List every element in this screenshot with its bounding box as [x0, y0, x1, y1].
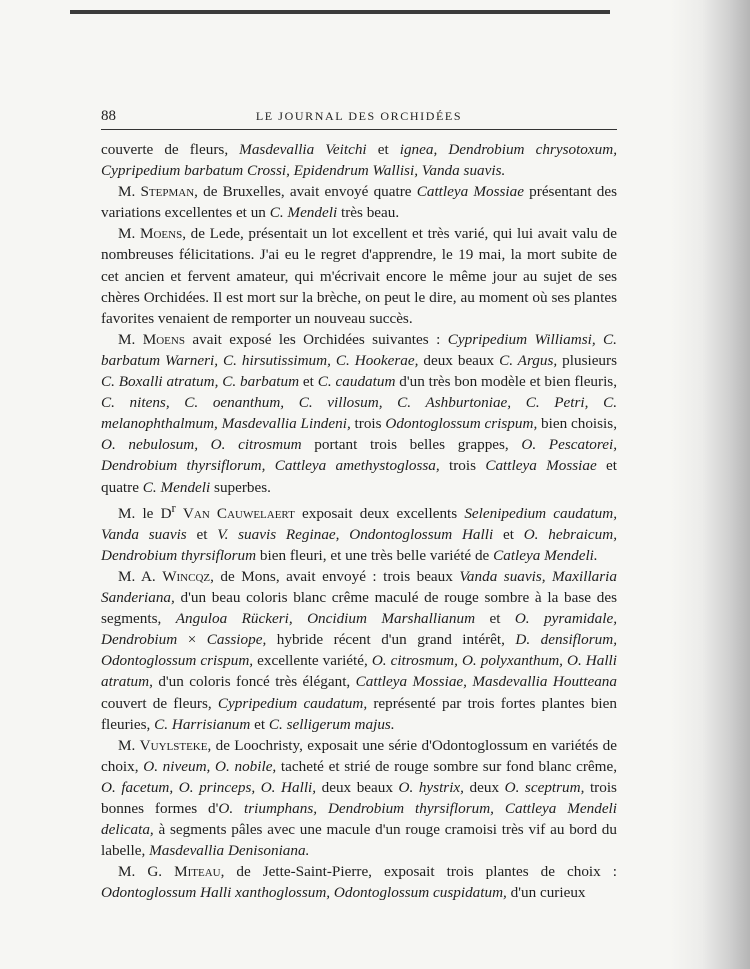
italic-run: C. Harrisianum	[154, 715, 251, 733]
text-run: M. A.	[118, 567, 163, 585]
text-run: et	[493, 525, 524, 543]
text-run: trois	[439, 457, 486, 475]
italic-run: C. Mendeli	[142, 478, 211, 496]
text-run	[176, 505, 183, 522]
text-run: trois bonnes formes d'	[101, 778, 617, 817]
text-run: et	[475, 610, 515, 628]
italic-run: Cypripedium caudatum,	[217, 694, 368, 712]
italic-run: C. selligerum majus.	[268, 715, 395, 733]
paragraph	[101, 223, 617, 328]
paragraph	[101, 329, 617, 498]
text-run: , de Bruxelles, avait envoyé quatre	[194, 183, 417, 201]
page-number: 88	[101, 108, 116, 124]
text-run: excellente variété,	[253, 652, 372, 670]
italic-run: O. hystrix,	[398, 778, 464, 796]
paragraph	[101, 498, 617, 566]
italic-run: O. hebraicum, Dendrobium thyrsiflorum	[101, 525, 617, 564]
text-run: bien choisis,	[537, 415, 617, 433]
italic-run: O. triumphans, Dendrobium thyrsiflorum, Cattleya Mendeli delicata,	[101, 799, 617, 839]
text-run: plusieurs	[557, 351, 617, 369]
italic-run: Cassiope,	[206, 631, 267, 649]
italic-run: D. densiflorum, Odontoglossum crispum,	[101, 631, 617, 670]
text-run: ×	[177, 631, 207, 649]
italic-run: O. pyramidale, Dendrobium	[101, 610, 617, 649]
italic-run: C. Mendeli	[269, 204, 338, 222]
italic-run: Catleya Mendeli.	[493, 546, 598, 564]
italic-run: Vanda suavis, Maxillaria Sanderiana,	[101, 567, 617, 607]
italic-run: Anguloa Rückeri, Oncidium Marshallianum	[175, 610, 476, 628]
text-run: et	[250, 715, 269, 733]
paragraph	[101, 735, 617, 862]
name-run: Van Cauwelaert	[182, 504, 295, 522]
article-body	[101, 139, 617, 903]
text-run: , de Loochristy, exposait une série d'Odontoglossum en variétés de choix,	[101, 736, 617, 775]
italic-run: Selenipedium caudatum, Vanda suavis	[101, 504, 617, 543]
text-run: couvert de fleurs,	[101, 694, 218, 712]
text-run: M.	[118, 225, 140, 243]
italic-run: ignea, Dendrobium chrysotoxum, Cypripedium barbatum Crossi, Epidendrum Wallisi, Vanda suavis.	[101, 141, 617, 180]
header-rule	[101, 129, 617, 130]
text-run: présentant des variations excellentes et un	[101, 183, 618, 222]
italic-run: O. sceptrum,	[504, 778, 585, 796]
text-run: représenté par trois fortes plantes bien fleuries,	[101, 694, 617, 733]
text-run: deux	[463, 778, 505, 796]
italic-run: Odontoglossum Halli xanthoglossum, Odontoglossum cuspidatum,	[101, 884, 507, 902]
text-run: d'un coloris foncé très élégant,	[152, 673, 356, 691]
text-run: M. G.	[118, 863, 175, 881]
paragraph	[101, 181, 617, 223]
italic-run: Odontoglossum crispum,	[385, 415, 538, 433]
text-run: hybride récent d'un grand intérêt,	[266, 631, 516, 649]
text-run: et	[186, 525, 218, 543]
text-run: d'un curieux	[506, 884, 586, 902]
text-run: superbes.	[210, 478, 271, 496]
text-run: d'un très bon modèle et bien fleuris,	[395, 373, 618, 391]
text-run: avait exposé les Orchidées suivantes :	[184, 330, 448, 348]
text-run: , de Jette-Saint-Pierre, exposait trois plantes de choix :	[220, 863, 617, 881]
italic-run: O. Pescatorei, Dendrobium thyrsiflorum, Cattleya amethystoglossa,	[101, 436, 617, 475]
text-run: , de Mons, avait envoyé : trois beaux	[210, 567, 460, 585]
text-run: et	[366, 141, 400, 158]
text-run: exposait deux excellents	[294, 504, 465, 522]
scan-edge-shadow	[670, 0, 750, 969]
name-run: Miteau	[174, 863, 221, 881]
italic-run: C. caudatum	[317, 373, 396, 391]
text-run: d'un beau coloris blanc crême maculé de rouge sombre à la base des segments,	[101, 589, 617, 628]
italic-run: O. facetum, O. princeps, O. Halli,	[101, 778, 317, 796]
italic-run: O. niveum, O. nobile,	[143, 757, 277, 775]
text-run: M.	[118, 736, 140, 754]
top-scan-rule	[70, 10, 610, 14]
italic-run: Masdevallia Denisoniana.	[149, 842, 310, 860]
name-run: Moens	[142, 330, 185, 348]
paragraph	[101, 566, 617, 735]
italic-run: C. Argus,	[499, 351, 558, 369]
italic-run: Cattleya Mossiae	[416, 183, 524, 201]
italic-run: O. nebulosum, O. citrosmum	[101, 436, 302, 454]
name-run: Vuylsteke	[139, 736, 208, 754]
text-run: et quatre	[101, 457, 617, 496]
page-header	[101, 108, 617, 130]
italic-run: C. nitens, C. oenanthum, C. villosum, C. Ashburtoniae, C. Petri, C. melanophthalmum, Masdevallia Lindeni,	[101, 394, 617, 433]
text-run: M.	[118, 183, 141, 201]
name-run: Wincqz	[162, 567, 211, 585]
text-run: , de Lede, présentait un lot excellent et très varié, qui lui avait valu de nombreuses félicitations. J'ai eu le regret d'apprendre, le 19 mai, la mort subite de cet ancien et fervent amateur, qui m'écrivait encore le même jour au sujet de ses chères Orchidées. Il est mort sur la brèche, on peut le dire, au moment où ses plantes favorites venaient de remporter un nouveau succès.	[101, 225, 617, 327]
paragraph	[101, 861, 617, 903]
italic-run: Cattleya Mossiae, Masdevallia Houtteana	[355, 673, 617, 691]
text-run: trois	[350, 415, 386, 433]
text-run: deux beaux	[418, 351, 500, 369]
text-run: et	[299, 373, 318, 391]
text-run: portant trois belles grappes,	[301, 436, 522, 454]
name-run: Moens	[139, 225, 183, 243]
italic-run: Cypripedium Williamsi, C. barbatum Warneri, C. hirsutissimum, C. Hookerae,	[101, 330, 617, 369]
running-title: LE JOURNAL DES ORCHIDÉES	[255, 109, 463, 123]
text-run: r	[171, 500, 176, 515]
text-run: deux beaux	[316, 778, 399, 796]
paragraph	[101, 139, 617, 181]
italic-run: O. citrosmum, O. polyxanthum, O. Halli atratum,	[101, 652, 617, 691]
text-run: couverte de fleurs,	[101, 141, 240, 158]
text-run: bien fleuri, et une très belle variété de	[256, 546, 494, 564]
name-run: Stepman	[140, 183, 195, 201]
text-run: M.	[118, 330, 143, 348]
text-run: à segments pâles avec une macule d'un rouge cramoisi très vif au bord du labelle,	[101, 821, 617, 860]
text-run: M. le D	[118, 504, 172, 522]
italic-run: Cattleya Mossiae	[485, 457, 597, 475]
italic-run: C. Boxalli atratum, C. barbatum	[101, 373, 300, 391]
italic-run: Masdevallia Veitchi	[239, 141, 367, 158]
text-run: tacheté et strié de rouge sombre sur fond blanc crême,	[276, 757, 617, 775]
italic-run: V. suavis Reginae, Ondontoglossum Halli	[217, 525, 494, 543]
text-run: très beau.	[337, 204, 400, 222]
